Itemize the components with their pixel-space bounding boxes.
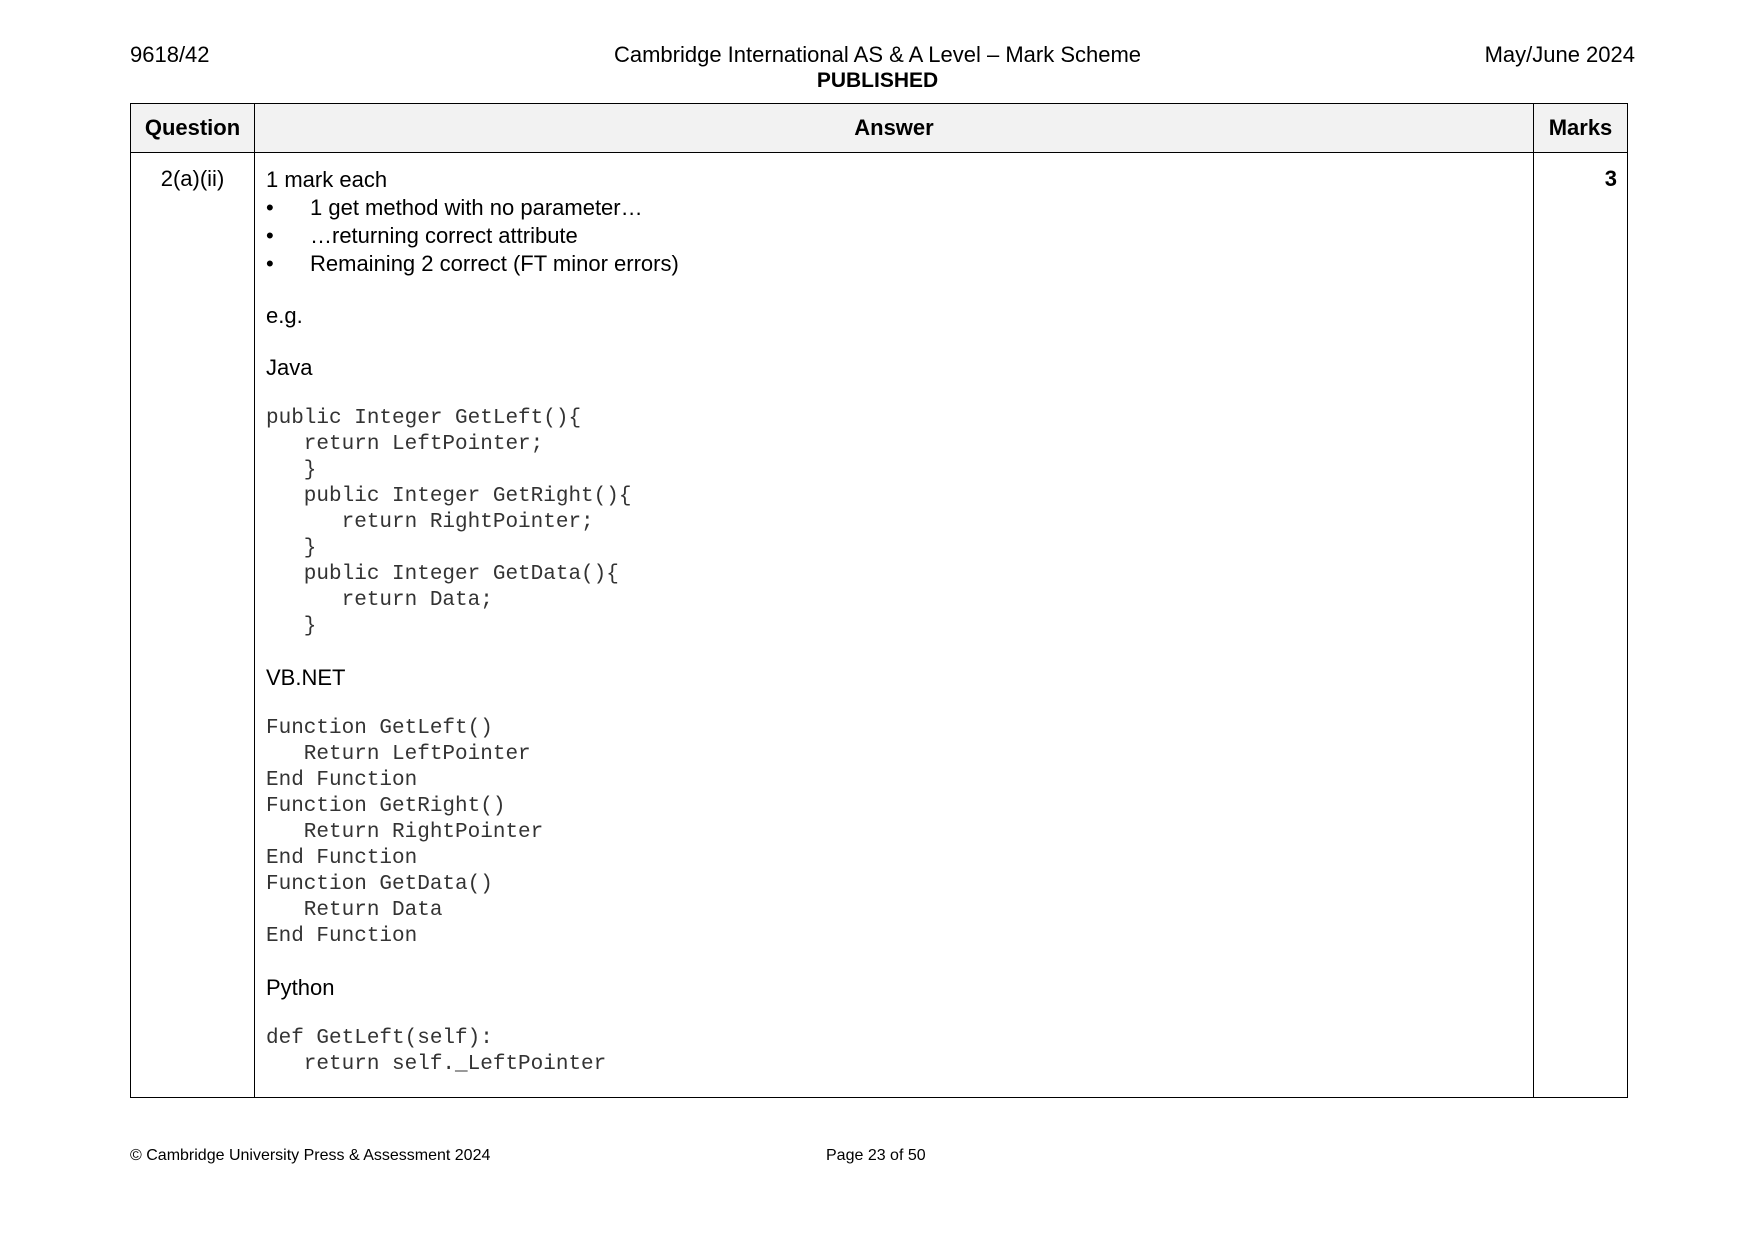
exam-session: May/June 2024: [1484, 42, 1635, 67]
mark-scheme-table: [130, 103, 1628, 1098]
marks-column-header: Marks: [1534, 104, 1628, 153]
table-row: [131, 153, 1628, 1098]
document-title: Cambridge International AS & A Level – Mark Scheme: [613, 42, 1142, 67]
java-code-block: public Integer GetLeft(){ return LeftPointer; } public Integer GetRight(){ return RightPointer; } public Integer GetData(){ return Data; }: [266, 407, 632, 638]
page-number: Page 23 of 50: [826, 1147, 926, 1164]
java-label: Java: [266, 355, 313, 380]
marking-point: • …returning correct attribute: [266, 222, 1523, 250]
python-code-block: def GetLeft(self): return self._LeftPointer: [266, 1027, 607, 1076]
copyright-notice: © Cambridge University Press & Assessment 2024: [130, 1147, 491, 1164]
answer-column-header: Answer: [255, 104, 1534, 153]
question-number: 2(a)(ii): [131, 153, 255, 1098]
published-label: PUBLISHED: [816, 69, 939, 92]
question-column-header: Question: [131, 104, 255, 153]
table-header-row: [131, 104, 1628, 153]
marking-point: • Remaining 2 correct (FT minor errors): [266, 250, 1523, 278]
python-label: Python: [266, 975, 335, 1000]
paper-code: 9618/42: [130, 42, 210, 67]
vbnet-label: VB.NET: [266, 665, 346, 690]
mark-allocation-intro: 1 mark each: [266, 167, 388, 192]
marking-points: [266, 194, 1523, 278]
marks-value: 3: [1534, 153, 1628, 1098]
example-label: e.g.: [266, 303, 303, 328]
vbnet-code-block: Function GetLeft() Return LeftPointer End Function Function GetRight() Return RightPointer End Function Function GetData() Return Data End Function: [266, 717, 544, 948]
marking-point: • 1 get method with no parameter…: [266, 194, 1523, 222]
answer-cell: [255, 153, 1534, 1098]
